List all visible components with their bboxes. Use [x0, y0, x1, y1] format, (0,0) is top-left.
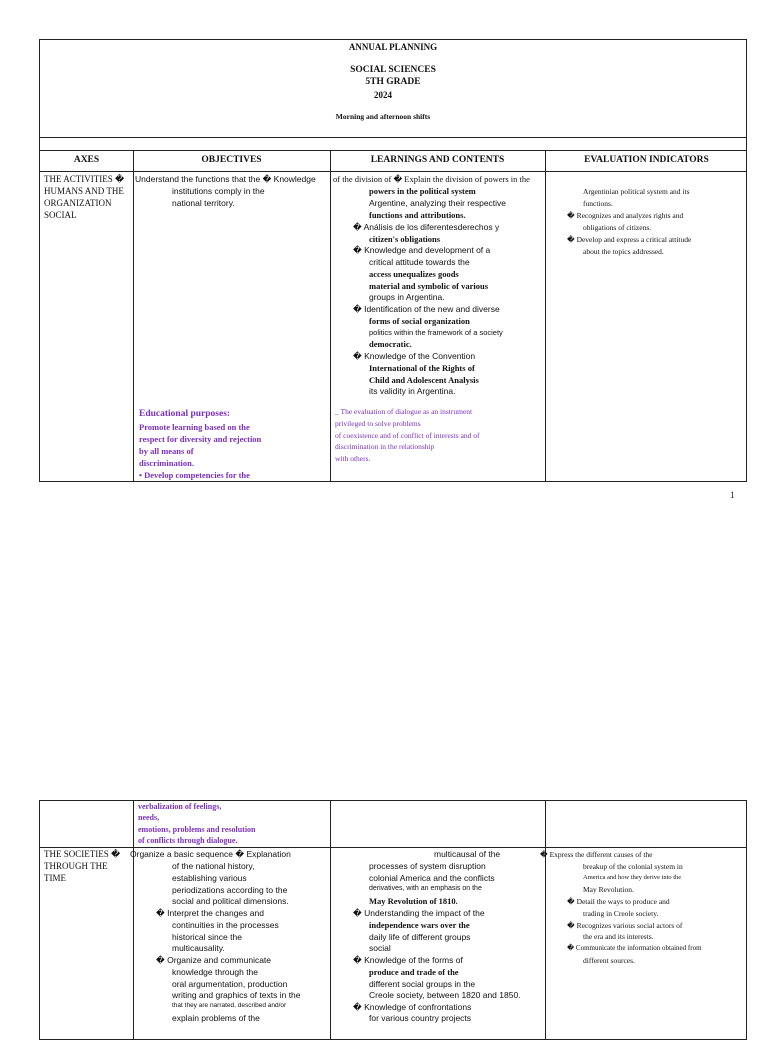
- learning-line: � Análisis de los diferentesderechos y: [353, 222, 500, 232]
- axis-line: THE ACTIVITIES �: [44, 174, 125, 184]
- planning-table-page-1: [39, 39, 747, 482]
- purposes-line: discrimination.: [139, 458, 195, 468]
- learning-line: powers in the political system: [369, 186, 476, 196]
- continuation-line: needs,: [138, 813, 160, 822]
- shifts-label: Morning and afternoon shifts: [335, 112, 431, 121]
- objective-line: that they are narrated, described and/or: [172, 1002, 287, 1009]
- grade-label: 5TH GRADE: [365, 77, 421, 87]
- objective-line: knowledge through the: [172, 967, 259, 977]
- document-title: ANNUAL PLANNING: [348, 42, 438, 52]
- column-header-learnings: LEARNINGS AND CONTENTS: [370, 155, 505, 165]
- learning-line: independence wars over the: [369, 920, 470, 930]
- learning-line: material and symbolic of various: [369, 281, 488, 291]
- purposes-heading: Educational purposes:: [139, 409, 231, 419]
- learning-line: critical attitude towards the: [369, 257, 470, 267]
- objective-line: social and political dimensions.: [172, 896, 289, 906]
- learning-line: International of the Rights of: [369, 363, 475, 373]
- learning-line: social: [369, 943, 391, 953]
- table-divider: [40, 137, 746, 138]
- purposes-line: • Develop competencies for the: [139, 470, 250, 480]
- page-number: 1: [730, 490, 735, 500]
- axis-line: HUMANS AND THE: [44, 186, 124, 196]
- objective-line: establishing various: [172, 873, 247, 883]
- learning-line: of the division of � Explain the division of powers in the: [333, 174, 530, 184]
- evaluation-line: � Detail the ways to produce and: [567, 897, 670, 906]
- learning-line: � Knowledge and development of a: [353, 245, 491, 255]
- objective-line: explain problems of the: [172, 1013, 260, 1023]
- learning-line: citizen's obligations: [369, 234, 441, 244]
- evaluation-line: � Develop and express a critical attitude: [567, 235, 692, 244]
- learning-line: access unequalizes goods: [369, 269, 459, 279]
- evaluation-line: � Recognizes and analyzes rights and: [567, 211, 684, 220]
- learning-line: daily life of different groups: [369, 932, 471, 942]
- dialogue-line: privileged to solve problems: [335, 419, 421, 428]
- axis-line: THE SOCIETIES �: [44, 849, 121, 859]
- continuation-line: of conflicts through dialogue.: [138, 836, 238, 845]
- learning-line: May Revolution of 1810.: [369, 896, 458, 906]
- purposes-line: Promote learning based on the: [139, 422, 250, 432]
- evaluation-line: trading in Creole society.: [583, 909, 659, 918]
- axis-line: ORGANIZATION: [44, 198, 112, 208]
- learning-line: � Identification of the new and diverse: [353, 304, 500, 314]
- objective-line: � Organize and communicate: [156, 955, 272, 965]
- table-divider: [40, 847, 746, 848]
- evaluation-line: May Revolution.: [583, 885, 634, 894]
- learning-line: � Knowledge of confrontations: [353, 1002, 472, 1012]
- continuation-line: emotions, problems and resolution: [138, 825, 256, 834]
- evaluation-line: about the topics addressed.: [583, 247, 664, 256]
- learning-line: � Understanding the impact of the: [353, 908, 485, 918]
- evaluation-line: breakup of the colonial system in: [583, 862, 683, 871]
- learning-line: Child and Adolescent Analysis: [369, 375, 479, 385]
- column-header-evaluation: EVALUATION INDICATORS: [584, 155, 709, 165]
- objective-line: multicausality.: [172, 943, 225, 953]
- year-label: 2024: [374, 90, 392, 100]
- evaluation-line: obligations of citizens.: [583, 223, 652, 232]
- learning-line: produce and trade of the: [369, 967, 459, 977]
- learning-line: groups in Argentina.: [369, 292, 445, 302]
- learning-line: Creole society, between 1820 and 1850.: [369, 990, 521, 1000]
- dialogue-line: of coexistence and of conflict of interests and of: [335, 431, 480, 440]
- objective-line: continuities in the processes: [172, 920, 279, 930]
- evaluation-line: the era and its interests.: [583, 932, 654, 941]
- evaluation-line: America and how they derive into the: [583, 874, 682, 881]
- axis-line: THROUGH THE: [44, 861, 108, 871]
- learning-line: politics within the framework of a society: [369, 328, 503, 337]
- objective-line: oral argumentation, production: [172, 979, 288, 989]
- planning-table-page-2: [39, 800, 747, 1040]
- objective-line: historical since the: [172, 932, 242, 942]
- objective-line: of the national history,: [172, 861, 255, 871]
- evaluation-line: Argentinian political system and its: [583, 187, 690, 196]
- dialogue-line: discrimination in the relationship: [335, 442, 435, 451]
- dialogue-line: _ The evaluation of dialogue as an instrument: [335, 407, 473, 416]
- learning-line: democratic.: [369, 339, 412, 349]
- dialogue-line: with others.: [335, 454, 371, 463]
- learning-line: multicausal of the: [434, 849, 501, 859]
- learning-line: functions and attributions.: [369, 210, 466, 220]
- axis-line: SOCIAL: [44, 210, 77, 220]
- learning-line: � Knowledge of the Convention: [353, 351, 476, 361]
- learning-line: forms of social organization: [369, 316, 470, 326]
- continuation-line: verbalization of feelings,: [138, 802, 222, 811]
- evaluation-line: different sources.: [583, 956, 635, 965]
- evaluation-line: � Express the different causes of the: [540, 850, 653, 859]
- evaluation-line: � Communicate the information obtained from: [567, 944, 702, 952]
- objective-line: Organize a basic sequence � Explanation: [130, 849, 291, 859]
- learning-line: for various country projects: [369, 1013, 472, 1023]
- subject-title: SOCIAL SCIENCES: [350, 65, 436, 75]
- purposes-line: respect for diversity and rejection: [139, 434, 262, 444]
- learning-line: derivatives, with an emphasis on the: [369, 885, 482, 892]
- learning-line: different social groups in the: [369, 979, 476, 989]
- learning-line: processes of system disruption: [369, 861, 486, 871]
- axis-line: TIME: [44, 873, 66, 883]
- learning-line: colonial America and the conflicts: [369, 873, 495, 883]
- evaluation-line: � Recognizes various social actors of: [567, 921, 683, 930]
- objective-line: periodizations according to the: [172, 885, 288, 895]
- purposes-line: by all means of: [139, 446, 194, 456]
- objective-line: � Interpret the changes and: [156, 908, 264, 918]
- objective-line: national territory.: [172, 198, 235, 208]
- objective-line: institutions comply in the: [172, 186, 265, 196]
- evaluation-line: functions.: [583, 199, 613, 208]
- learning-line: Argentine, analyzing their respective: [369, 198, 507, 208]
- objective-line: writing and graphics of texts in the: [172, 990, 301, 1000]
- learning-line: its validity in Argentina.: [369, 386, 456, 396]
- learning-line: � Knowledge of the forms of: [353, 955, 463, 965]
- column-header-axes: AXES: [73, 155, 100, 165]
- objective-line: Understand the functions that the � Knowledge: [135, 174, 316, 184]
- column-header-objectives: OBJECTIVES: [201, 155, 262, 165]
